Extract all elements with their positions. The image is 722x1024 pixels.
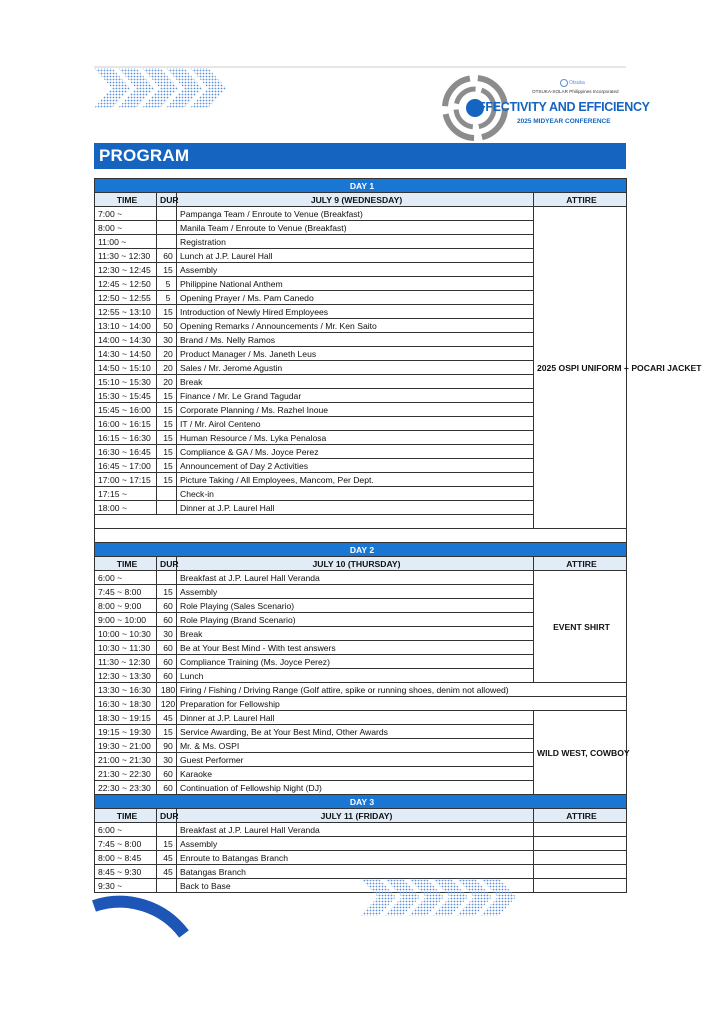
dur-cell: 20	[157, 347, 177, 361]
dur-cell: 60	[157, 767, 177, 781]
logo-company: OTSUKA-SOLAR Philippines Incorporated	[532, 89, 619, 94]
time-cell: 15:10 ~ 15:30	[95, 375, 157, 389]
dur-cell: 50	[157, 319, 177, 333]
activity-cell: Compliance & GA / Ms. Joyce Perez	[177, 445, 534, 459]
activity-cell: Preparation for Fellowship	[177, 697, 627, 711]
column-header-row	[95, 557, 627, 571]
activity-cell: Breakfast at J.P. Laurel Hall Veranda	[177, 571, 534, 585]
dur-cell	[157, 879, 177, 893]
activity-cell: Check-in	[177, 487, 534, 501]
activity-cell: Philippine National Anthem	[177, 277, 534, 291]
header-date: JULY 9 (WEDNESDAY)	[177, 193, 534, 207]
time-cell: 10:00 ~ 10:30	[95, 627, 157, 641]
dur-cell: 180	[157, 683, 177, 697]
time-cell: 13:30 ~ 16:30	[95, 683, 157, 697]
dur-cell: 15	[157, 417, 177, 431]
time-cell: 6:00 ~	[95, 823, 157, 837]
table-row	[95, 207, 627, 221]
activity-cell: IT / Mr. Airol Centeno	[177, 417, 534, 431]
dur-cell: 60	[157, 249, 177, 263]
time-cell: 12:50 ~ 12:55	[95, 291, 157, 305]
program-header	[94, 143, 626, 169]
header-dur: DUR	[157, 809, 177, 823]
dur-cell	[157, 823, 177, 837]
dur-cell: 20	[157, 375, 177, 389]
activity-cell: Picture Taking / All Employees, Mancom, Per Dept.	[177, 473, 534, 487]
dur-cell: 15	[157, 403, 177, 417]
time-cell: 12:55 ~ 13:10	[95, 305, 157, 319]
dur-cell: 45	[157, 865, 177, 879]
activity-cell: Lunch	[177, 669, 534, 683]
day-label: DAY 1	[95, 179, 627, 193]
time-cell: 16:15 ~ 16:30	[95, 431, 157, 445]
dur-cell: 120	[157, 697, 177, 711]
dur-cell	[157, 571, 177, 585]
table-row	[95, 823, 627, 837]
dur-cell: 15	[157, 305, 177, 319]
table-row	[95, 571, 627, 585]
dur-cell: 60	[157, 599, 177, 613]
dur-cell: 15	[157, 585, 177, 599]
dur-cell: 15	[157, 445, 177, 459]
time-cell: 14:50 ~ 15:10	[95, 361, 157, 375]
dur-cell: 45	[157, 711, 177, 725]
time-cell: 15:30 ~ 15:45	[95, 389, 157, 403]
dur-cell: 60	[157, 613, 177, 627]
time-cell: 16:00 ~ 16:15	[95, 417, 157, 431]
activity-cell: Role Playing (Brand Scenario)	[177, 613, 534, 627]
logo-title: EFFECTIVITY AND EFFICIENCY	[470, 100, 650, 114]
time-cell: 12:45 ~ 12:50	[95, 277, 157, 291]
dur-cell: 45	[157, 851, 177, 865]
day-label: DAY 3	[95, 795, 627, 809]
header-dur: DUR	[157, 193, 177, 207]
dur-cell: 15	[157, 473, 177, 487]
activity-cell: Compliance Training (Ms. Joyce Perez)	[177, 655, 534, 669]
dur-cell: 20	[157, 361, 177, 375]
time-cell: 9:30 ~	[95, 879, 157, 893]
time-cell: 14:30 ~ 14:50	[95, 347, 157, 361]
activity-cell: Corporate Planning / Ms. Razhel Inoue	[177, 403, 534, 417]
day-label: DAY 2	[95, 543, 627, 557]
table-row	[95, 837, 627, 851]
time-cell: 6:00 ~	[95, 571, 157, 585]
time-cell: 17:15 ~	[95, 487, 157, 501]
time-cell: 16:30 ~ 16:45	[95, 445, 157, 459]
time-cell: 11:00 ~	[95, 235, 157, 249]
time-cell: 7:45 ~ 8:00	[95, 585, 157, 599]
header-attire: ATTIRE	[534, 193, 627, 207]
dur-cell: 60	[157, 669, 177, 683]
attire-cell	[534, 851, 627, 865]
time-cell: 13:10 ~ 14:00	[95, 319, 157, 333]
activity-cell: Be at Your Best Mind - With test answers	[177, 641, 534, 655]
attire-cell	[534, 837, 627, 851]
dur-cell: 60	[157, 641, 177, 655]
dur-cell: 90	[157, 739, 177, 753]
dur-cell: 30	[157, 753, 177, 767]
time-cell: 21:00 ~ 21:30	[95, 753, 157, 767]
dur-cell	[157, 235, 177, 249]
time-cell: 12:30 ~ 12:45	[95, 263, 157, 277]
activity-cell: Break	[177, 627, 534, 641]
chevron-decoration-bottom	[360, 876, 540, 918]
activity-cell: Batangas Branch	[177, 865, 534, 879]
attire-cell	[534, 879, 627, 893]
activity-cell: Opening Remarks / Announcements / Mr. Ken Saito	[177, 319, 534, 333]
header-attire: ATTIRE	[534, 809, 627, 823]
activity-cell: Finance / Mr. Le Grand Tagudar	[177, 389, 534, 403]
time-cell: 19:30 ~ 21:00	[95, 739, 157, 753]
dur-cell: 30	[157, 333, 177, 347]
day-header-row	[95, 795, 627, 809]
header-time: TIME	[95, 557, 157, 571]
schedule-table	[94, 178, 702, 893]
dur-cell: 60	[157, 655, 177, 669]
table-row	[95, 697, 627, 711]
time-cell: 18:00 ~	[95, 501, 157, 515]
time-cell: 7:45 ~ 8:00	[95, 837, 157, 851]
activity-cell: Brand / Ms. Nelly Ramos	[177, 333, 534, 347]
arc-decoration	[94, 896, 194, 934]
attire-cell: WILD WEST, COWBOY	[534, 711, 627, 795]
activity-cell: Role Playing (Sales Scenario)	[177, 599, 534, 613]
chevron-decoration-top	[94, 66, 234, 110]
program-title: PROGRAM	[99, 146, 190, 165]
column-header-row	[95, 809, 627, 823]
activity-cell: Karaoke	[177, 767, 534, 781]
dur-cell	[157, 487, 177, 501]
time-cell: 18:30 ~ 19:15	[95, 711, 157, 725]
time-cell: 8:00 ~	[95, 221, 157, 235]
activity-cell: Sales / Mr. Jerome Agustin	[177, 361, 534, 375]
activity-cell: Firing / Fishing / Driving Range (Golf attire, spike or running shoes, denim not allowed)	[177, 683, 627, 697]
dur-cell: 60	[157, 781, 177, 795]
attire-cell	[534, 823, 627, 837]
day-header-row	[95, 179, 627, 193]
table-row	[95, 683, 627, 697]
logo-brand: Otsuka	[569, 80, 585, 86]
activity-cell: Opening Prayer / Ms. Pam Canedo	[177, 291, 534, 305]
time-cell: 8:00 ~ 8:45	[95, 851, 157, 865]
activity-cell: Breakfast at J.P. Laurel Hall Veranda	[177, 823, 534, 837]
activity-cell: Assembly	[177, 585, 534, 599]
conference-logo	[440, 74, 650, 142]
dur-cell: 15	[157, 263, 177, 277]
dur-cell: 30	[157, 627, 177, 641]
time-cell: 9:00 ~ 10:00	[95, 613, 157, 627]
dur-cell: 15	[157, 389, 177, 403]
activity-cell: Pampanga Team / Enroute to Venue (Breakfast)	[177, 207, 534, 221]
activity-cell: Mr. & Ms. OSPI	[177, 739, 534, 753]
time-cell: 14:00 ~ 14:30	[95, 333, 157, 347]
time-cell: 19:15 ~ 19:30	[95, 725, 157, 739]
activity-cell: Product Manager / Ms. Janeth Leus	[177, 347, 534, 361]
dur-cell: 15	[157, 431, 177, 445]
activity-cell: Service Awarding, Be at Your Best Mind, Other Awards	[177, 725, 534, 739]
table-row	[95, 851, 627, 865]
activity-cell: Registration	[177, 235, 534, 249]
activity-cell: Continuation of Fellowship Night (DJ)	[177, 781, 534, 795]
time-cell: 17:00 ~ 17:15	[95, 473, 157, 487]
activity-cell: Dinner at J.P. Laurel Hall	[177, 711, 534, 725]
activity-cell: Break	[177, 375, 534, 389]
dur-cell: 15	[157, 837, 177, 851]
dur-cell: 15	[157, 459, 177, 473]
attire-cell: EVENT SHIRT	[534, 571, 627, 683]
header-date: JULY 10 (THURSDAY)	[177, 557, 534, 571]
gap-row	[95, 529, 627, 543]
time-cell: 12:30 ~ 13:30	[95, 669, 157, 683]
column-header-row	[95, 193, 627, 207]
header-attire: ATTIRE	[534, 557, 627, 571]
time-cell: 10:30 ~ 11:30	[95, 641, 157, 655]
activity-cell: Introduction of Newly Hired Employees	[177, 305, 534, 319]
header-time: TIME	[95, 193, 157, 207]
time-cell: 11:30 ~ 12:30	[95, 655, 157, 669]
activity-cell: Assembly	[177, 837, 534, 851]
dur-cell	[157, 207, 177, 221]
attire-cell	[534, 865, 627, 879]
time-cell: 22:30 ~ 23:30	[95, 781, 157, 795]
time-cell: 7:00 ~	[95, 207, 157, 221]
time-cell: 11:30 ~ 12:30	[95, 249, 157, 263]
activity-cell: Assembly	[177, 263, 534, 277]
time-cell: 21:30 ~ 22:30	[95, 767, 157, 781]
activity-cell: Dinner at J.P. Laurel Hall	[177, 501, 534, 515]
time-cell: 16:30 ~ 18:30	[95, 697, 157, 711]
time-cell: 8:45 ~ 9:30	[95, 865, 157, 879]
day-header-row	[95, 543, 627, 557]
time-cell: 16:45 ~ 17:00	[95, 459, 157, 473]
header-time: TIME	[95, 809, 157, 823]
activity-cell: Guest Performer	[177, 753, 534, 767]
activity-cell: Human Resource / Ms. Lyka Penalosa	[177, 431, 534, 445]
dur-cell: 5	[157, 291, 177, 305]
activity-cell: Back to Base	[177, 879, 534, 893]
activity-cell: Lunch at J.P. Laurel Hall	[177, 249, 534, 263]
header-dur: DUR	[157, 557, 177, 571]
table-row	[95, 711, 627, 725]
dur-cell: 5	[157, 277, 177, 291]
time-cell: 15:45 ~ 16:00	[95, 403, 157, 417]
activity-cell: Enroute to Batangas Branch	[177, 851, 534, 865]
time-cell: 8:00 ~ 9:00	[95, 599, 157, 613]
dur-cell	[157, 221, 177, 235]
attire-cell: 2025 OSPI UNIFORM + POCARI JACKET	[534, 207, 627, 529]
header-date: JULY 11 (FRIDAY)	[177, 809, 534, 823]
activity-cell: Manila Team / Enroute to Venue (Breakfast)	[177, 221, 534, 235]
activity-cell: Announcement of Day 2 Activities	[177, 459, 534, 473]
dur-cell	[157, 501, 177, 515]
dur-cell: 15	[157, 725, 177, 739]
logo-subtitle: 2025 MIDYEAR CONFERENCE	[517, 118, 611, 125]
